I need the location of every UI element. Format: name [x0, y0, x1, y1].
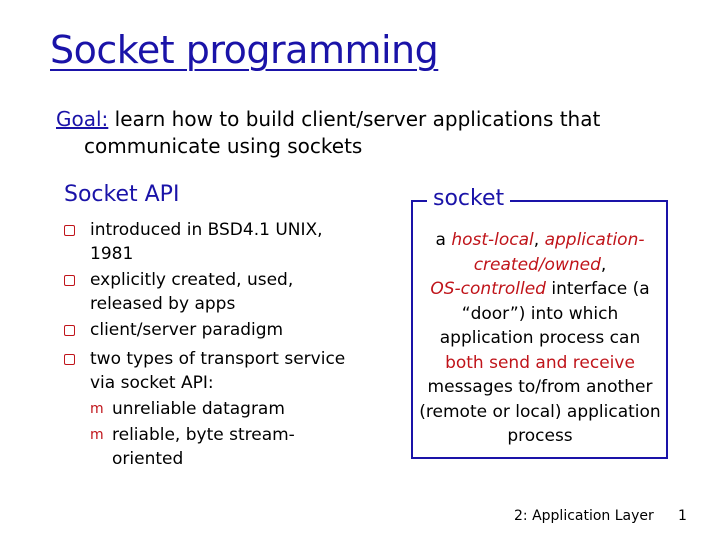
list-item: [64, 268, 364, 316]
bullet-text: introduced in BSD4.1 UNIX, 1981: [90, 220, 323, 264]
bullet-text: client/server paradigm: [90, 320, 284, 340]
goal-text-line1: learn how to build client/server applications that: [114, 107, 601, 131]
goal-statement: [56, 106, 696, 160]
def-emphasis: OS-controlled: [430, 279, 546, 299]
list-item: [64, 218, 364, 266]
def-emphasis: both send and receive: [445, 352, 635, 373]
def-emphasis: host-local: [451, 230, 534, 250]
def-text: interface (a “door”) into which application process can: [439, 279, 650, 348]
def-emphasis: application-created/owned: [473, 230, 645, 275]
socket-definition-text: [418, 228, 662, 449]
footer-label: 2: Application Layer: [514, 508, 654, 524]
sub-list-item: [64, 397, 364, 421]
def-text: messages to/from another (remote or local) application process: [419, 377, 661, 446]
bullet-text: two types of transport service via socket API:: [90, 349, 346, 393]
bullet-square-icon: [64, 268, 90, 295]
bullet-square-icon: [64, 347, 90, 374]
slide-title: Socket programming: [50, 28, 439, 72]
bullet-text: explicitly created, used, released by apps: [90, 270, 294, 314]
list-item: [64, 318, 364, 345]
sub-bullet-text: unreliable datagram: [112, 399, 285, 419]
page-number: 1: [678, 508, 687, 524]
def-text: a: [435, 230, 452, 250]
def-text: ,: [533, 230, 545, 250]
bullet-square-icon: [64, 218, 90, 245]
socket-api-heading: Socket API: [64, 182, 180, 207]
sub-bullet-text: reliable, byte stream-oriented: [112, 425, 295, 469]
goal-label: Goal:: [56, 107, 109, 131]
def-text: ,: [600, 254, 607, 275]
socket-api-list: [64, 218, 364, 473]
bullet-square-icon: [64, 318, 90, 345]
goal-text-line2: communicate using sockets: [84, 134, 363, 158]
socket-box-legend: socket: [427, 186, 510, 211]
sub-bullet-icon: m: [90, 401, 104, 417]
list-item: [64, 347, 364, 395]
sub-list-item: [64, 423, 364, 471]
sub-bullet-icon: m: [90, 427, 104, 443]
